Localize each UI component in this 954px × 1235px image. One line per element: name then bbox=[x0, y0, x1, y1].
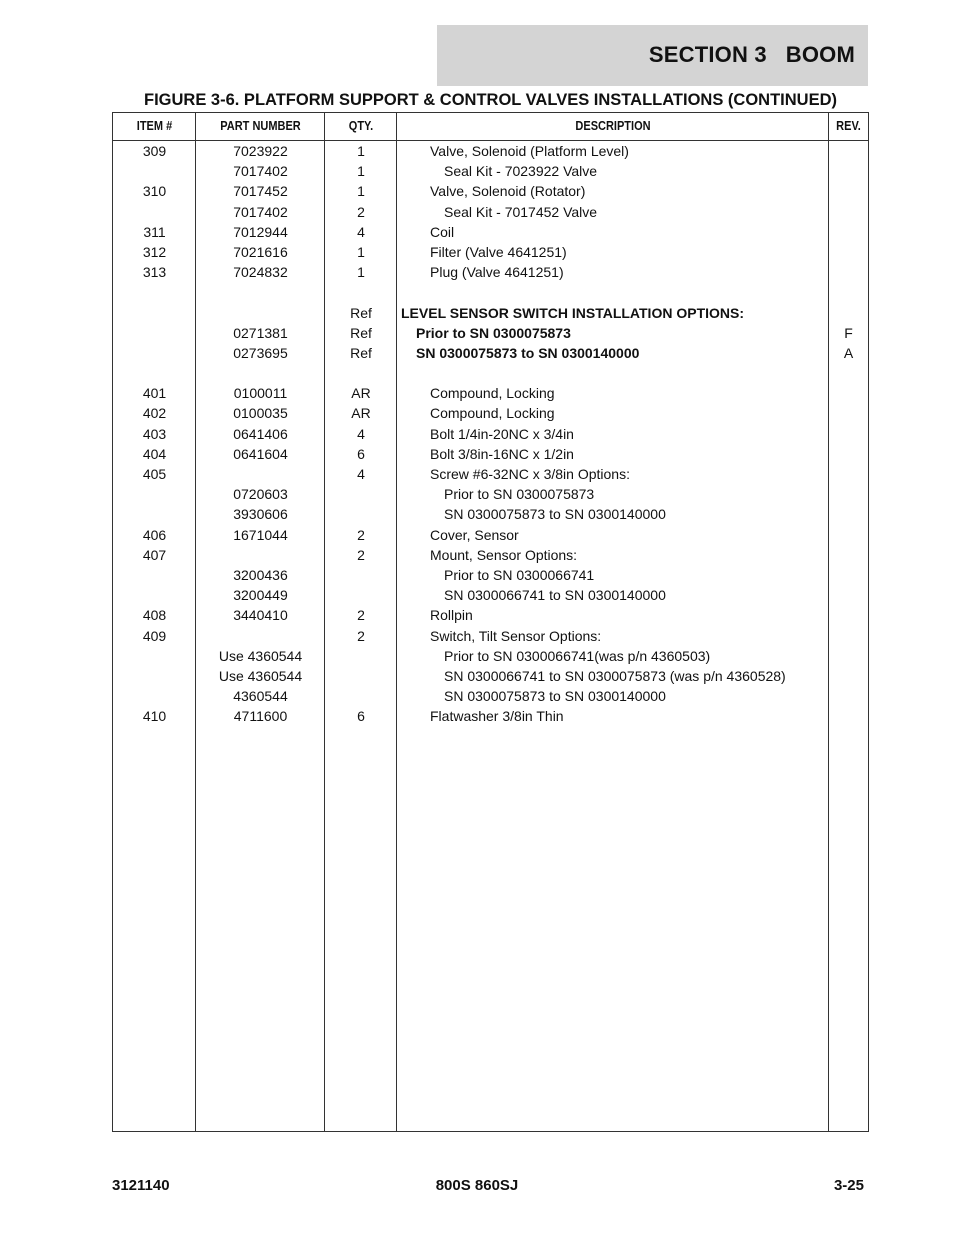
item-number: 311 bbox=[143, 223, 166, 240]
table-row bbox=[113, 626, 868, 646]
part-number: 0720603 bbox=[233, 486, 288, 503]
quantity: 6 bbox=[357, 445, 365, 462]
description: Prior to SN 0300075873 bbox=[444, 486, 595, 503]
description: Prior to SN 0300075873 bbox=[416, 324, 571, 341]
item-number: 408 bbox=[142, 607, 167, 624]
quantity: 2 bbox=[357, 627, 365, 644]
header-qty: QTY. bbox=[348, 119, 374, 133]
quantity: 1 bbox=[357, 264, 365, 281]
table-row bbox=[113, 222, 868, 242]
part-number: 7012944 bbox=[233, 223, 288, 240]
description: Bolt 1/4in-20NC x 3/4in bbox=[430, 425, 574, 442]
description: Switch, Tilt Sensor Options: bbox=[430, 627, 602, 644]
part-number: 0100011 bbox=[233, 385, 288, 402]
item-number: 404 bbox=[142, 445, 167, 462]
table-row bbox=[113, 545, 868, 565]
table-row bbox=[113, 464, 868, 484]
part-number: 7021616 bbox=[233, 243, 288, 260]
part-number: 3440410 bbox=[233, 607, 288, 624]
description: Plug (Valve 4641251) bbox=[430, 264, 564, 281]
revision: F bbox=[844, 324, 853, 341]
table-row bbox=[113, 686, 868, 706]
table-row bbox=[113, 646, 868, 666]
part-number: 0641604 bbox=[233, 445, 288, 462]
part-number: 7017402 bbox=[233, 203, 288, 220]
description: Mount, Sensor Options: bbox=[430, 546, 578, 563]
table-row bbox=[113, 585, 868, 605]
table-row bbox=[113, 181, 868, 201]
item-number: 402 bbox=[142, 405, 167, 422]
description: Valve, Solenoid (Platform Level) bbox=[430, 143, 629, 159]
footer-model: 800S 860SJ bbox=[435, 1177, 519, 1194]
quantity: 2 bbox=[357, 546, 365, 563]
part-number: 0100035 bbox=[233, 405, 288, 422]
table-row bbox=[113, 666, 868, 686]
table-row bbox=[113, 605, 868, 625]
table-row bbox=[113, 444, 868, 464]
quantity: AR bbox=[351, 385, 371, 402]
quantity: 2 bbox=[357, 203, 365, 220]
description: Coil bbox=[430, 223, 455, 240]
item-number: 407 bbox=[142, 546, 167, 563]
part-number: 4360544 bbox=[233, 688, 288, 705]
description: SN 0300075873 to SN 0300140000 bbox=[444, 506, 666, 523]
table-row bbox=[113, 343, 868, 363]
quantity: 4 bbox=[357, 425, 365, 442]
table-row bbox=[113, 242, 868, 262]
description: Filter (Valve 4641251) bbox=[430, 243, 567, 260]
header-description: DESCRIPTION bbox=[575, 119, 651, 133]
description: Seal Kit - 7023922 Valve bbox=[444, 163, 598, 180]
part-number: 1671044 bbox=[233, 526, 288, 543]
part-number: 7023922 bbox=[233, 143, 288, 159]
description: Bolt 3/8in-16NC x 1/2in bbox=[430, 445, 574, 462]
table-row bbox=[113, 706, 868, 726]
table-row bbox=[113, 202, 868, 222]
figure-title: FIGURE 3-6. PLATFORM SUPPORT & CONTROL VALVES INSTALLATIONS (CONTINUED) bbox=[144, 91, 837, 109]
footer-manual-number: 3121140 bbox=[112, 1177, 170, 1194]
item-number: 401 bbox=[142, 385, 167, 402]
part-number: 4711600 bbox=[233, 708, 288, 725]
quantity: 1 bbox=[357, 243, 365, 260]
quantity: Ref bbox=[350, 324, 372, 341]
description: LEVEL SENSOR SWITCH INSTALLATION OPTIONS: bbox=[401, 304, 745, 321]
quantity: AR bbox=[351, 405, 371, 422]
item-number: 409 bbox=[142, 627, 167, 644]
description: SN 0300066741 to SN 0300140000 bbox=[444, 587, 666, 604]
table-row bbox=[113, 303, 868, 323]
part-number: 0273695 bbox=[233, 344, 288, 361]
footer-page-number: 3-25 bbox=[833, 1177, 864, 1194]
table-row bbox=[113, 484, 868, 504]
table-row bbox=[113, 282, 868, 302]
table-row bbox=[113, 323, 868, 343]
quantity: 6 bbox=[357, 708, 365, 725]
description: Seal Kit - 7017452 Valve bbox=[444, 203, 598, 220]
table-row bbox=[113, 525, 868, 545]
description: SN 0300075873 to SN 0300140000 bbox=[416, 344, 640, 361]
section-title: SECTION 3 BOOM bbox=[648, 42, 855, 67]
section-header bbox=[437, 25, 868, 86]
description: Prior to SN 0300066741(was p/n 4360503) bbox=[444, 647, 711, 664]
part-number: Use 4360544 bbox=[218, 647, 303, 664]
description: Compound, Locking bbox=[430, 405, 555, 422]
table-row bbox=[113, 504, 868, 524]
table-header bbox=[113, 113, 868, 141]
item-number: 403 bbox=[142, 425, 167, 442]
item-number: 312 bbox=[142, 243, 167, 260]
table-row bbox=[113, 565, 868, 585]
item-number: 313 bbox=[142, 264, 167, 281]
quantity: 1 bbox=[357, 163, 365, 180]
revision: A bbox=[843, 344, 854, 361]
header-part-number: PART NUMBER bbox=[220, 119, 301, 133]
item-number: 405 bbox=[142, 466, 167, 482]
quantity: Ref bbox=[350, 304, 372, 321]
table-row bbox=[113, 383, 868, 403]
description: SN 0300075873 to SN 0300140000 bbox=[444, 688, 666, 705]
table-row bbox=[113, 161, 868, 181]
quantity: 2 bbox=[357, 607, 365, 624]
quantity: 2 bbox=[357, 526, 365, 543]
quantity: 4 bbox=[357, 466, 365, 482]
table-row bbox=[113, 363, 868, 383]
part-number: 3200436 bbox=[233, 566, 288, 583]
part-number: Use 4360544 bbox=[218, 667, 303, 684]
description: Screw #6-32NC x 3/8in Options: bbox=[430, 466, 630, 482]
description: Prior to SN 0300066741 bbox=[444, 566, 595, 583]
part-number: 7017452 bbox=[233, 183, 288, 200]
header-rev: REV. bbox=[836, 119, 861, 133]
table-body bbox=[113, 141, 868, 726]
item-number: 309 bbox=[142, 143, 167, 159]
table-row bbox=[113, 403, 868, 423]
description: Valve, Solenoid (Rotator) bbox=[430, 183, 586, 200]
description: SN 0300066741 to SN 0300075873 (was p/n 4360528) bbox=[444, 667, 786, 684]
description: Rollpin bbox=[430, 607, 473, 624]
table-row bbox=[113, 262, 868, 282]
quantity: Ref bbox=[350, 344, 372, 361]
table-row bbox=[113, 141, 868, 161]
part-number: 0641406 bbox=[233, 425, 288, 442]
quantity: 1 bbox=[357, 183, 365, 200]
item-number: 410 bbox=[142, 708, 167, 725]
description: Compound, Locking bbox=[430, 385, 555, 402]
part-number: 0271381 bbox=[233, 324, 288, 341]
part-number: 3930606 bbox=[233, 506, 288, 523]
description: Flatwasher 3/8in Thin bbox=[430, 708, 564, 725]
part-number: 7017402 bbox=[233, 163, 288, 180]
quantity: 4 bbox=[357, 223, 365, 240]
parts-table bbox=[112, 112, 869, 1132]
item-number: 310 bbox=[142, 183, 167, 200]
item-number: 406 bbox=[142, 526, 167, 543]
part-number: 7024832 bbox=[233, 264, 288, 281]
description: Cover, Sensor bbox=[430, 526, 519, 543]
header-item: ITEM # bbox=[136, 119, 173, 133]
quantity: 1 bbox=[357, 143, 365, 159]
table-row bbox=[113, 424, 868, 444]
part-number: 3200449 bbox=[233, 587, 288, 604]
